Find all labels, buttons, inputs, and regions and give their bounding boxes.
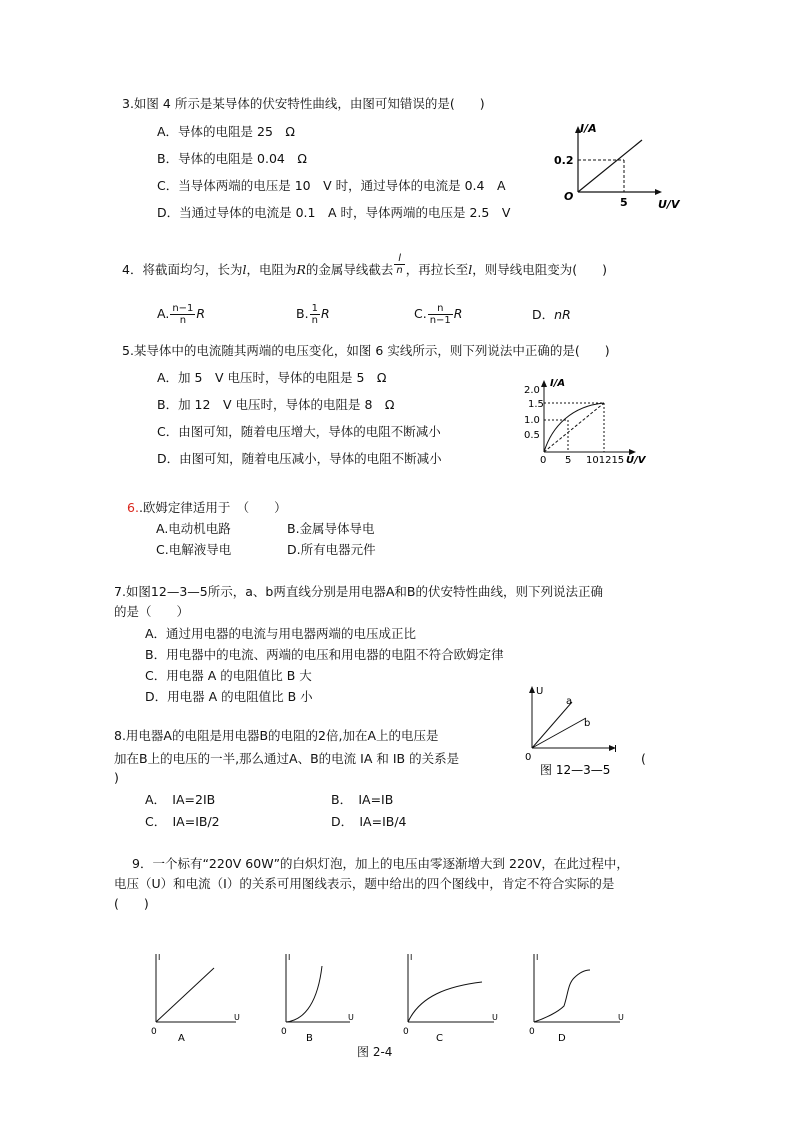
q7-option-c: C．用电器 A 的电阻值比 B 大 <box>145 668 312 683</box>
q3-graph-xlabel: U/V <box>658 198 680 211</box>
svg-text:0: 0 <box>403 1027 409 1037</box>
q3-option-b: B．导体的电阻是 0.04 Ω <box>157 151 307 166</box>
q7-graph-xlabel: I <box>614 744 617 755</box>
q4-option-a: A. $\frac{n-1}{n}$ R <box>157 303 206 326</box>
q6-option-a: A.电动机电路 <box>156 521 231 536</box>
svg-text:I: I <box>158 953 161 962</box>
q5-graph-ytick-2: 2.0 <box>524 385 540 396</box>
q9-label-d: D <box>558 1033 566 1044</box>
q9-graph-a <box>146 950 246 1042</box>
q8-option-c: C． IA=IB/2 <box>145 814 220 829</box>
q9-stem-3: ( ) <box>114 896 149 911</box>
q5-stem: 5.某导体中的电流随其两端的电压变化，如图 6 实线所示，则下列说法中正确的是( ) <box>122 343 610 358</box>
q7-graph-ylabel: U <box>536 686 544 697</box>
q9-stem-1: 9．一个标有“220V 60W”的白炽灯泡，加上的电压由零逐渐增大到 220V，在此过程中， <box>132 856 629 871</box>
q9-stem-2: 电压（U）和电流（I）的关系可用图线表示，题中给出的四个图线中，肯定不符合实际的是 <box>114 876 615 891</box>
q8-stem-2: 加在B上的电压的一半,那么通过A、B的电流 IA 和 IB 的关系是 <box>114 751 460 766</box>
q8-option-d: D． IA=IB/4 <box>331 814 407 829</box>
q7-graph-line-a: a <box>566 696 573 707</box>
q3-graph-ytick: 0.2 <box>554 154 574 167</box>
svg-text:0: 0 <box>151 1027 157 1037</box>
q3-iv-graph <box>548 120 688 210</box>
svg-text:I: I <box>288 953 291 962</box>
q9-label-a: A <box>178 1033 185 1044</box>
q4-option-d: D．nR <box>532 307 571 322</box>
q3-graph-origin: O <box>564 190 574 203</box>
q7-ui-graph <box>520 684 630 780</box>
q7-graph-caption: 图 12—3—5 <box>540 763 611 777</box>
q3-option-a: A．导体的电阻是 25 Ω <box>157 124 295 139</box>
svg-text:U: U <box>348 1013 354 1022</box>
q5-graph-xtick-rest: 101215 <box>586 455 625 466</box>
q5-iv-graph <box>522 376 662 466</box>
q3-option-d: D．当通过导体的电流是 0.1 A 时，导体两端的电压是 2.5 V <box>157 205 511 220</box>
q5-graph-ylabel: I/A <box>550 378 566 389</box>
q7-option-b: B．用电器中的电流、两端的电压和用电器的电阻不符合欧姆定律 <box>145 647 504 662</box>
svg-text:I: I <box>410 953 413 962</box>
q8-option-b: B． IA=IB <box>331 792 394 807</box>
q5-graph-ytick-05: 0.5 <box>524 430 540 441</box>
svg-text:0: 0 <box>529 1027 535 1037</box>
q3-graph-ylabel: I/A <box>580 122 597 135</box>
svg-text:U: U <box>618 1013 624 1022</box>
q6-option-d: D.所有电器元件 <box>287 542 376 557</box>
q8-paren-close: ) <box>114 770 119 785</box>
q6-stem: 6..欧姆定律适用于 （ ） <box>127 500 287 515</box>
q9-graph-d <box>524 950 634 1042</box>
q6-option-c: C.电解液导电 <box>156 542 232 557</box>
q8-paren-open: ( <box>641 751 646 766</box>
q5-graph-xlabel: U/V <box>626 455 646 466</box>
q7-graph-line-b: b <box>584 718 591 729</box>
q4-option-b: B. $\frac{1}{n}$ R <box>296 303 330 326</box>
q6-option-b: B.金属导体导电 <box>287 521 375 536</box>
q5-graph-ytick-15: 1.5 <box>528 399 544 410</box>
q8-option-a: A． IA=2IB <box>145 792 216 807</box>
q8-stem-1: 8.用电器A的电阻是用电器B的电阻的2倍,加在A上的电压是 <box>114 728 439 743</box>
q7-stem-2: 的是（ ） <box>114 604 190 619</box>
q3-graph-xtick: 5 <box>620 196 628 209</box>
q7-option-a: A．通过用电器的电流与用电器两端的电压成正比 <box>145 626 417 641</box>
q9-graph-b <box>276 950 376 1042</box>
q3-stem: 3.如图 4 所示是某导体的伏安特性曲线，由图可知错误的是( ) <box>122 96 485 111</box>
q5-graph-ytick-1: 1.0 <box>524 415 540 426</box>
q5-option-a: A．加 5 V 电压时，导体的电阻是 5 Ω <box>157 370 387 385</box>
q5-option-d: D．由图可知，随着电压减小，导体的电阻不断减小 <box>157 451 442 466</box>
q5-option-b: B．加 12 V 电压时，导体的电阻是 8 Ω <box>157 397 395 412</box>
svg-text:I: I <box>536 953 539 962</box>
q5-graph-xtick-5: 5 <box>565 455 572 466</box>
q9-graph-c <box>398 950 508 1042</box>
q9-figure-caption: 图 2-4 <box>357 1045 393 1059</box>
q3-option-c: C．当导体两端的电压是 10 V 时，通过导体的电流是 0.4 A <box>157 178 506 193</box>
q4-option-c: C. $\frac{n}{n-1}$ R <box>414 303 463 326</box>
svg-text:U: U <box>492 1013 498 1022</box>
q5-option-c: C．由图可知，随着电压增大，导体的电阻不断减小 <box>157 424 441 439</box>
q7-graph-origin: 0 <box>525 752 532 763</box>
q7-option-d: D．用电器 A 的电阻值比 B 小 <box>145 689 313 704</box>
svg-text:0: 0 <box>281 1027 287 1037</box>
q7-stem-1: 7.如图12—3—5所示，a、b两直线分别是用电器A和B的伏安特性曲线，则下列说法正确 <box>114 584 603 599</box>
q9-label-c: C <box>436 1033 443 1044</box>
svg-text:U: U <box>234 1013 240 1022</box>
q4-stem: 4．将截面均匀，长为l，电阻为R的金属导线截去 $\frac{l}{n}$ ，再拉长至l，则导线电阻变为( ) <box>122 253 608 277</box>
q5-graph-origin: 0 <box>540 455 547 466</box>
q9-label-b: B <box>306 1033 313 1044</box>
